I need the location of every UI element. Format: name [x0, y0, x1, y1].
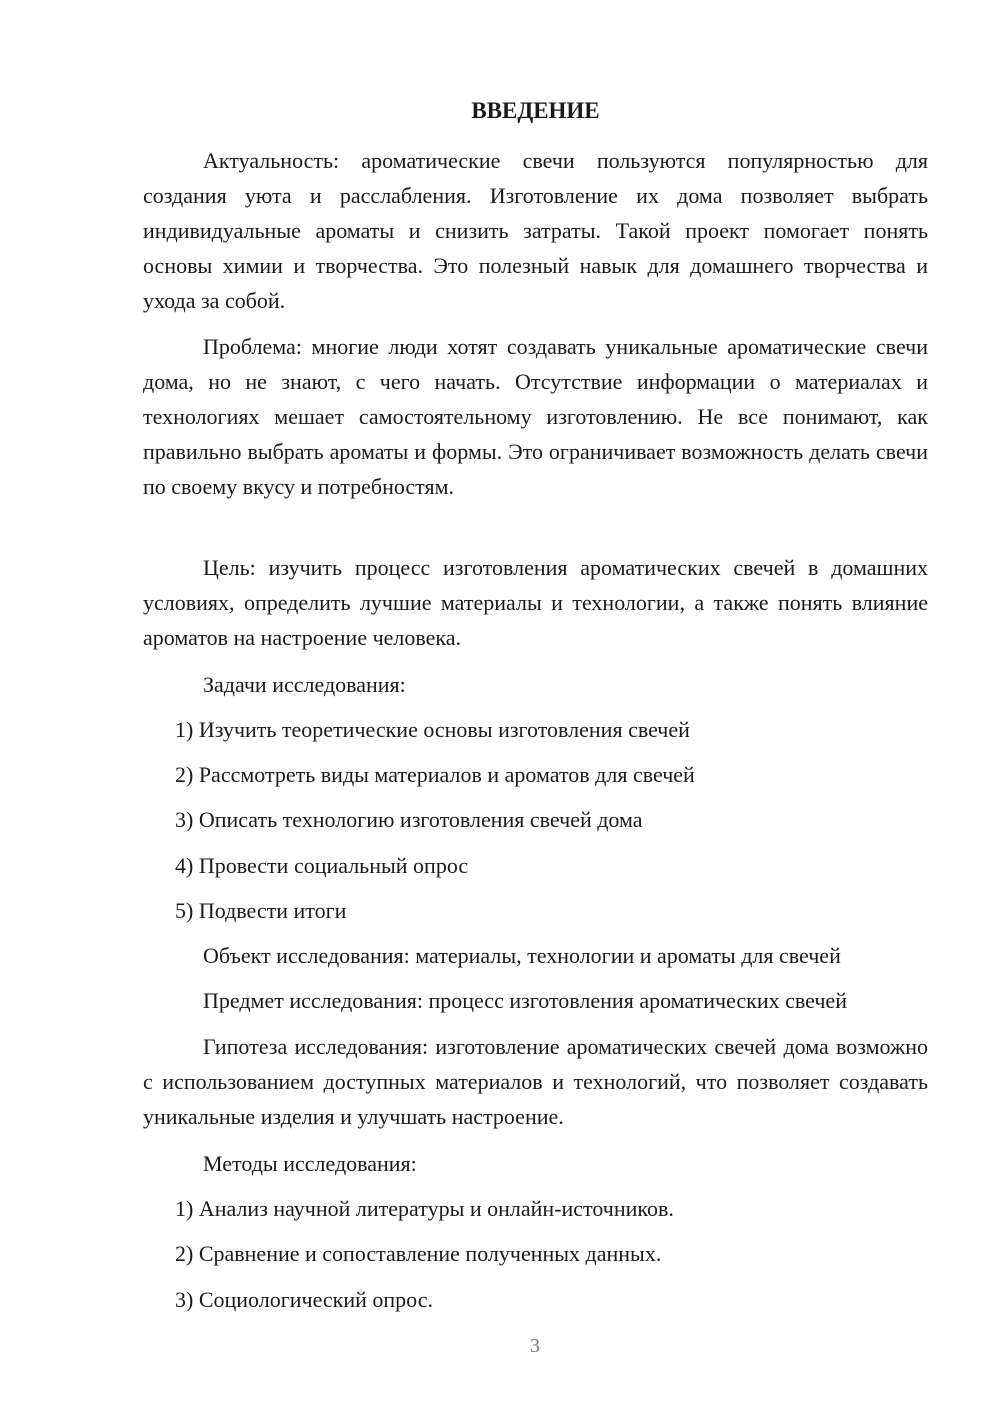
section-heading: ВВЕДЕНИЕ	[471, 98, 600, 123]
method-item: 3) Социологический опрос.	[175, 1287, 433, 1312]
relevance-paragraph: Актуальность: ароматические свечи пользуются популярностью для создания уюта и расслабления. Изготовление их дома позволяет выбрать индивидуальные ароматы и снизить затраты. Такой проект помогает понять основы химии и творчества. Это полезный навык для домашнего творчества и ухода за собой.	[143, 148, 928, 313]
problem-paragraph: Проблема: многие люди хотят создавать уникальные ароматические свечи дома, но не знают, с чего начать. Отсутствие информации о материалах и технологиях мешает самостоятельному изготовлению. Не все понимают, как правильно выбрать ароматы и формы. Это ограничивает возможность делать свечи по своему вкусу и потребностям.	[143, 334, 928, 499]
hypothesis-paragraph: Гипотеза исследования: изготовление ароматических свечей дома возможно с использованием доступных материалов и технологий, что позволяет создавать уникальные изделия и улучшать настроение.	[143, 1034, 928, 1129]
task-item: 1) Изучить теоретические основы изготовления свечей	[175, 717, 690, 742]
page-number: 3	[530, 1335, 540, 1357]
task-item: 2) Рассмотреть виды материалов и ароматов для свечей	[175, 762, 695, 787]
tasks-title: Задачи исследования:	[203, 672, 406, 697]
research-object: Объект исследования: материалы, технологии и ароматы для свечей	[203, 943, 841, 968]
task-item: 3) Описать технологию изготовления свечей дома	[175, 807, 643, 832]
task-item: 5) Подвести итоги	[175, 898, 347, 923]
method-item: 1) Анализ научной литературы и онлайн-источников.	[175, 1196, 674, 1221]
goal-paragraph: Цель: изучить процесс изготовления ароматических свечей в домашних условиях, определить лучшие материалы и технологии, а также понять влияние ароматов на настроение человека.	[143, 555, 928, 650]
method-item: 2) Сравнение и сопоставление полученных данных.	[175, 1241, 662, 1266]
research-subject: Предмет исследования: процесс изготовления ароматических свечей	[203, 988, 847, 1013]
methods-title: Методы исследования:	[203, 1151, 417, 1176]
task-item: 4) Провести социальный опрос	[175, 853, 469, 878]
